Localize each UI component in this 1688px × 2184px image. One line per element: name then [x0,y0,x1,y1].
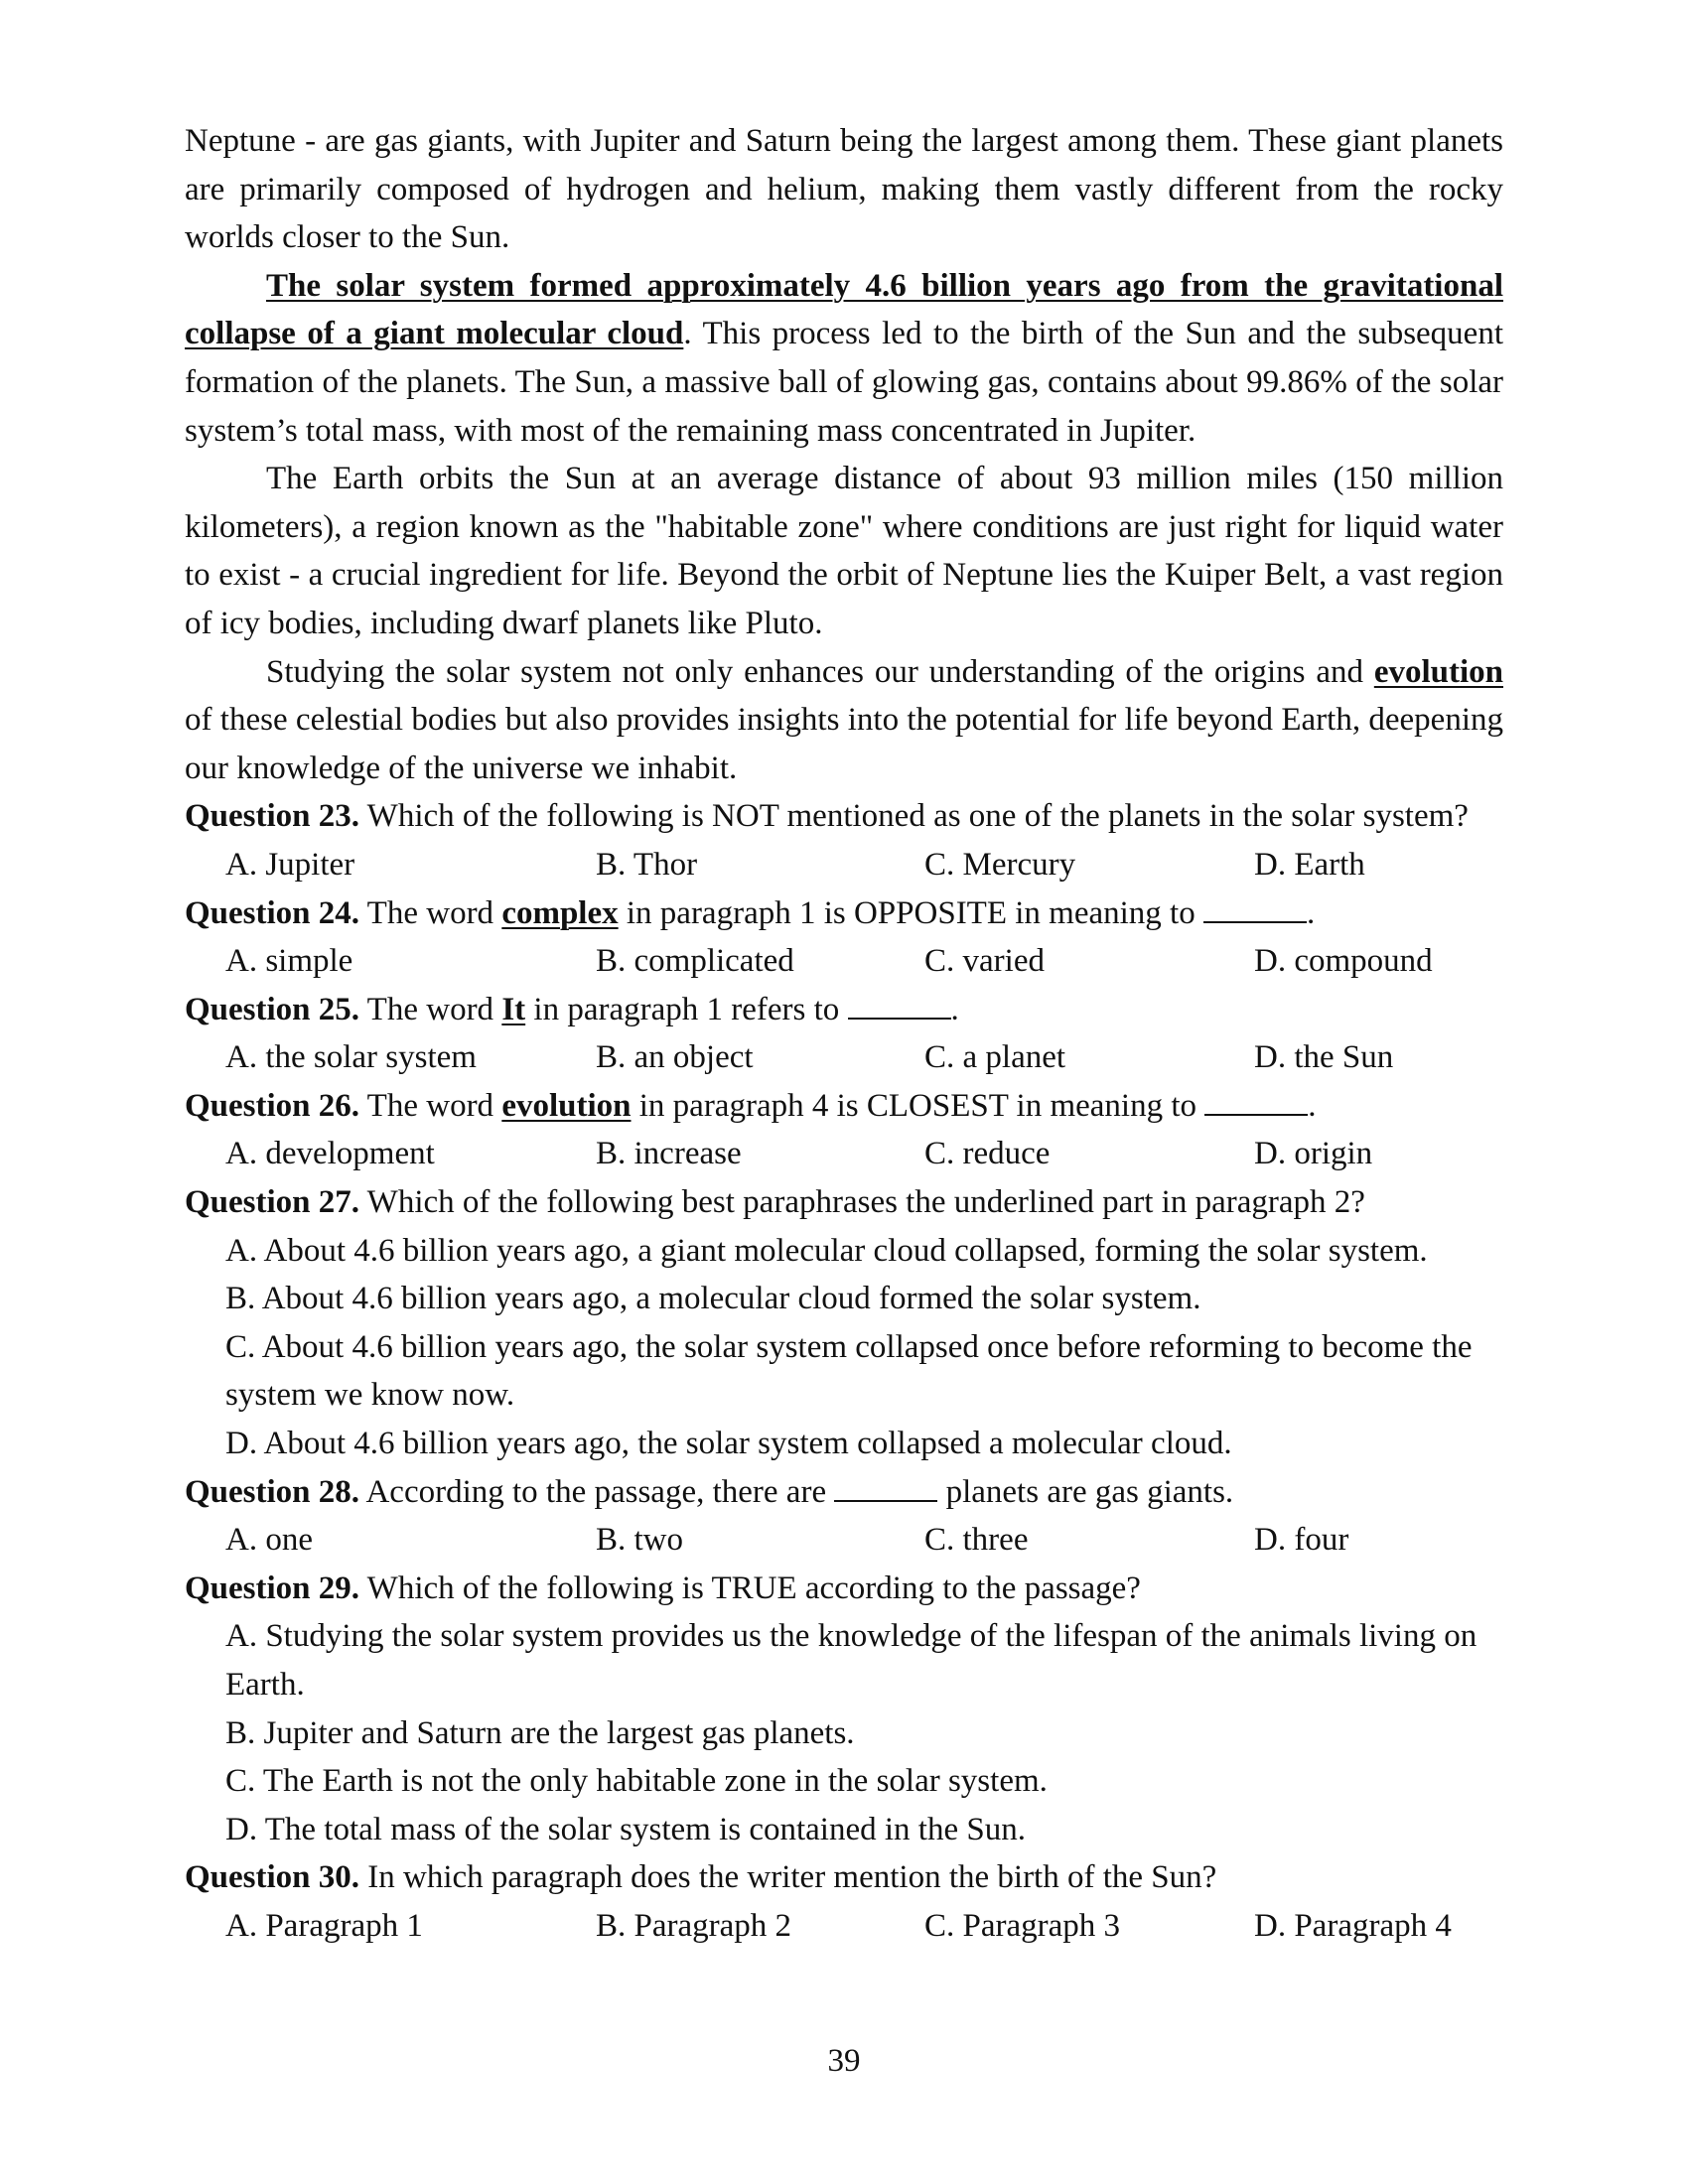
question-number: Question 26. [185,1087,360,1124]
option-a: A. Jupiter [225,846,355,883]
question-24-options [185,937,1503,986]
option-b: B. increase [596,1136,742,1172]
answer-blank [1204,1086,1308,1116]
question-text: in paragraph 4 is CLOSEST in meaning to [631,1087,1205,1124]
option-d: D. the Sun [1254,1039,1394,1076]
option-d: D. Paragraph 4 [1254,1907,1452,1944]
option-a: A. Paragraph 1 [225,1907,423,1944]
question-28 [185,1468,1503,1517]
option-b: B. Thor [596,846,698,883]
page-number: 39 [827,2043,861,2079]
option-b: B. two [596,1522,684,1559]
question-number: Question 23. [185,798,360,835]
option-c: C. The Earth is not the only habitable zone in the solar system. [225,1763,1048,1800]
passage-paragraph-3: The Earth orbits the Sun at an average distance of about 93 million miles (150 million kilometers), a region known as the "habitable zone" where conditions are just right for liquid water to exist - a crucial ingredient for life. Beyond the orbit of Neptune lies the Kuiper Belt, a vast region of icy bodies, including dwarf planets like Pluto. [185,461,1503,641]
question-23 [185,792,1503,841]
paragraph-2-rest: . This process led to the birth of the Sun and the subsequent formation of the planets. The Sun, a massive ball of glowing gas, contains about 99.86% of the solar system’s total mass, with most of the remaining mass concentrated in Jupiter. [185,316,1503,449]
option-b: B. Paragraph 2 [596,1907,792,1944]
document-page [185,117,1503,1951]
option-c: C. three [924,1522,1029,1559]
question-30-options [185,1902,1503,1951]
option-d: D. four [1254,1522,1349,1559]
question-number: Question 30. [185,1859,360,1896]
question-number: Question 28. [185,1473,360,1510]
option-c: C. Paragraph 3 [924,1907,1121,1944]
question-text: Which of the following is TRUE according to the passage? [359,1570,1141,1606]
underlined-sentence: The solar system formed approximately 4.6 billion years ago from the gravitational collapse of a giant molecular cloud [185,267,1503,352]
paragraph-4-end: of these celestial bodies but also provides insights into the potential for life beyond Earth, deepening our knowledge of the universe we inhabit. [185,702,1503,786]
underlined-word-it: It [501,991,526,1027]
option-d: D. The total mass of the solar system is contained in the Sun. [225,1811,1026,1847]
question-text: The word [359,1087,502,1124]
question-number: Question 29. [185,1570,360,1606]
option-a: A. development [225,1136,435,1172]
underlined-word-complex: complex [501,894,619,931]
question-text: in paragraph 1 is OPPOSITE in meaning to [618,894,1203,931]
question-28-options [185,1516,1503,1565]
option-a: A. one [225,1522,313,1559]
question-number: Question 27. [185,1184,360,1221]
option-c: C. a planet [924,1039,1066,1076]
option-a: A. the solar system [225,1039,477,1076]
question-30 [185,1853,1503,1902]
option-b: B. complicated [596,943,794,980]
underlined-word-evolution: evolution [501,1087,632,1124]
answer-blank [848,990,951,1020]
passage-paragraph-2 [185,262,1503,455]
question-24 [185,889,1503,938]
question-26 [185,1082,1503,1131]
question-text: planets are gas giants. [937,1473,1234,1510]
question-text: In which paragraph does the writer mention the birth of the Sun? [359,1859,1217,1896]
passage-paragraph-4 [185,648,1503,793]
answer-blank [1203,893,1307,923]
option-d: D. compound [1254,943,1433,980]
question-text: in paragraph 1 refers to [525,991,848,1027]
option-c: C. About 4.6 billion years ago, the solar system collapsed once before reforming to become the system we know now. [225,1328,1473,1414]
question-26-options [185,1130,1503,1178]
question-text: Which of the following is NOT mentioned as one of the planets in the solar system? [359,798,1469,835]
underlined-word-evolution: evolution [1373,653,1503,690]
question-text: The word [359,991,502,1027]
question-number: Question 24. [185,894,360,931]
option-d: D. About 4.6 billion years ago, the solar system collapsed a molecular cloud. [225,1426,1232,1462]
option-b: B. an object [596,1039,754,1076]
question-number: Question 25. [185,991,360,1027]
option-c: C. reduce [924,1136,1051,1172]
question-27 [185,1178,1503,1227]
question-end: . [1308,1087,1317,1124]
question-text: According to the passage, there are [359,1473,835,1510]
option-b: B. About 4.6 billion years ago, a molecular cloud formed the solar system. [225,1281,1201,1317]
question-29 [185,1565,1503,1613]
option-b: B. Jupiter and Saturn are the largest gas planets. [225,1714,855,1751]
question-text: Which of the following best paraphrases the underlined part in paragraph 2? [359,1184,1365,1221]
paragraph-4-start: Studying the solar system not only enhances our understanding of the origins and [266,653,1374,690]
option-d: D. Earth [1254,846,1365,883]
question-23-options [185,841,1503,889]
question-text: The word [359,894,502,931]
option-a: A. simple [225,943,353,980]
question-end: . [1306,894,1316,931]
question-end: . [950,991,959,1027]
passage-paragraph-1-tail: Neptune - are gas giants, with Jupiter and Saturn being the largest among them. These giant planets are primarily composed of hydrogen and helium, making them vastly different from the rocky worlds closer to the Sun. [185,123,1503,256]
option-c: C. Mercury [924,846,1076,883]
question-25-options [185,1033,1503,1082]
option-c: C. varied [924,943,1045,980]
option-d: D. origin [1254,1136,1373,1172]
answer-blank [834,1472,937,1502]
option-a: A. About 4.6 billion years ago, a giant molecular cloud collapsed, forming the solar system. [225,1232,1428,1269]
question-25 [185,986,1503,1034]
option-a: A. Studying the solar system provides us the knowledge of the lifespan of the animals living on Earth. [225,1618,1477,1703]
